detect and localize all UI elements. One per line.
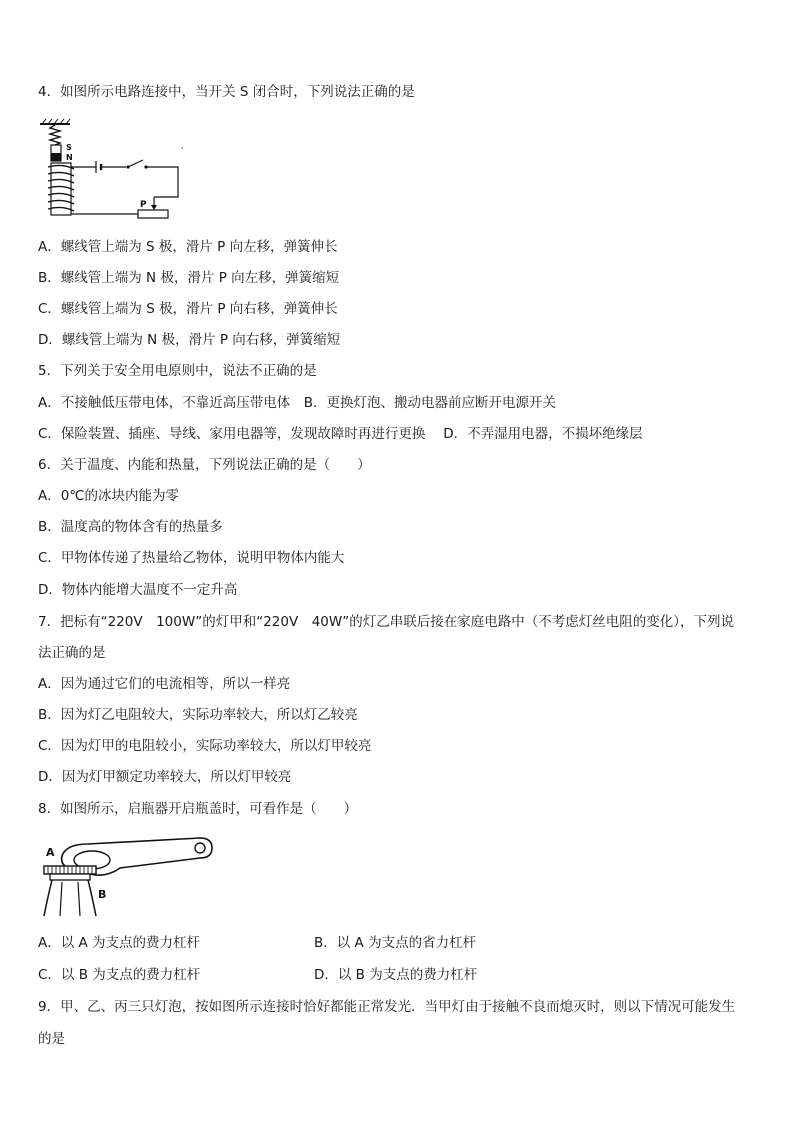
magnet-s-label: S bbox=[66, 143, 72, 152]
q4-stem: 4．如图所示电路连接中，当开关 S 闭合时，下列说法正确的是 bbox=[38, 84, 415, 100]
q4-circuit-figure bbox=[38, 117, 188, 222]
q7-option-d: D．因为灯甲额定功率较大，所以灯甲较亮 bbox=[38, 769, 292, 785]
q8-option-c: C．以 B 为支点的费力杠杆 bbox=[38, 967, 201, 983]
q5-options-row1: A．不接触低压带电体，不靠近高压带电体 B．更换灯泡、搬动电器前应断开电源开关 bbox=[38, 395, 556, 411]
q4-option-b: B．螺线管上端为 N 极，滑片 P 向左移，弹簧缩短 bbox=[38, 270, 340, 286]
q9-stem-line1: 9．甲、乙、丙三只灯泡，按如图所示连接时恰好都能正常发光．当甲灯由于接触不良而熄灭时，则以下情况可能发生 bbox=[38, 999, 736, 1015]
q5-options-row2: C．保险装置、插座、导线、家用电器等，发现故障时再进行更换 D．不弄湿用电器，不损坏绝缘层 bbox=[38, 426, 643, 442]
point-a-label: A bbox=[46, 846, 55, 859]
q8-stem: 8．如图所示，启瓶器开启瓶盖时，可看作是（ ） bbox=[38, 801, 358, 817]
q7-option-c: C．因为灯甲的电阻较小，实际功率较大，所以灯甲较亮 bbox=[38, 738, 372, 754]
point-b-label: B bbox=[98, 888, 107, 901]
q4-option-d: D．螺线管上端为 N 极，滑片 P 向右移，弹簧缩短 bbox=[38, 332, 341, 348]
q6-stem: 6．关于温度、内能和热量，下列说法正确的是（ ） bbox=[38, 457, 371, 473]
q8-option-a: A．以 A 为支点的费力杠杆 bbox=[38, 935, 201, 951]
q6-option-a: A．0℃的冰块内能为零 bbox=[38, 488, 179, 504]
q7-option-a: A．因为通过它们的电流相等，所以一样亮 bbox=[38, 676, 291, 692]
q8-bottle-opener-figure bbox=[40, 832, 216, 920]
q8-option-d: D．以 B 为支点的费力杠杆 bbox=[314, 967, 478, 983]
magnet-n-label: N bbox=[66, 153, 73, 162]
q6-option-b: B．温度高的物体含有的热量多 bbox=[38, 519, 223, 535]
slider-p-label: P bbox=[140, 200, 147, 210]
q7-stem-line2: 法正确的是 bbox=[38, 645, 106, 661]
q6-option-c: C．甲物体传递了热量给乙物体，说明甲物体内能大 bbox=[38, 550, 345, 566]
q7-option-b: B．因为灯乙电阻较大，实际功率较大，所以灯乙较亮 bbox=[38, 707, 358, 723]
q8-option-b: B．以 A 为支点的省力杠杆 bbox=[314, 935, 477, 951]
q4-option-c: C．螺线管上端为 S 极，滑片 P 向右移，弹簧伸长 bbox=[38, 301, 338, 317]
q7-stem-line1: 7．把标有“220V 100W”的灯甲和“220V 40W”的灯乙串联后接在家庭电路中（不考虑灯丝电阻的变化），下列说 bbox=[38, 614, 734, 630]
q5-stem: 5．下列关于安全用电原则中，说法不正确的是 bbox=[38, 363, 317, 379]
q9-stem-line2: 的是 bbox=[38, 1031, 65, 1047]
q6-option-d: D．物体内能增大温度不一定升高 bbox=[38, 582, 238, 598]
q4-option-a: A．螺线管上端为 S 极，滑片 P 向左移，弹簧伸长 bbox=[38, 239, 338, 255]
